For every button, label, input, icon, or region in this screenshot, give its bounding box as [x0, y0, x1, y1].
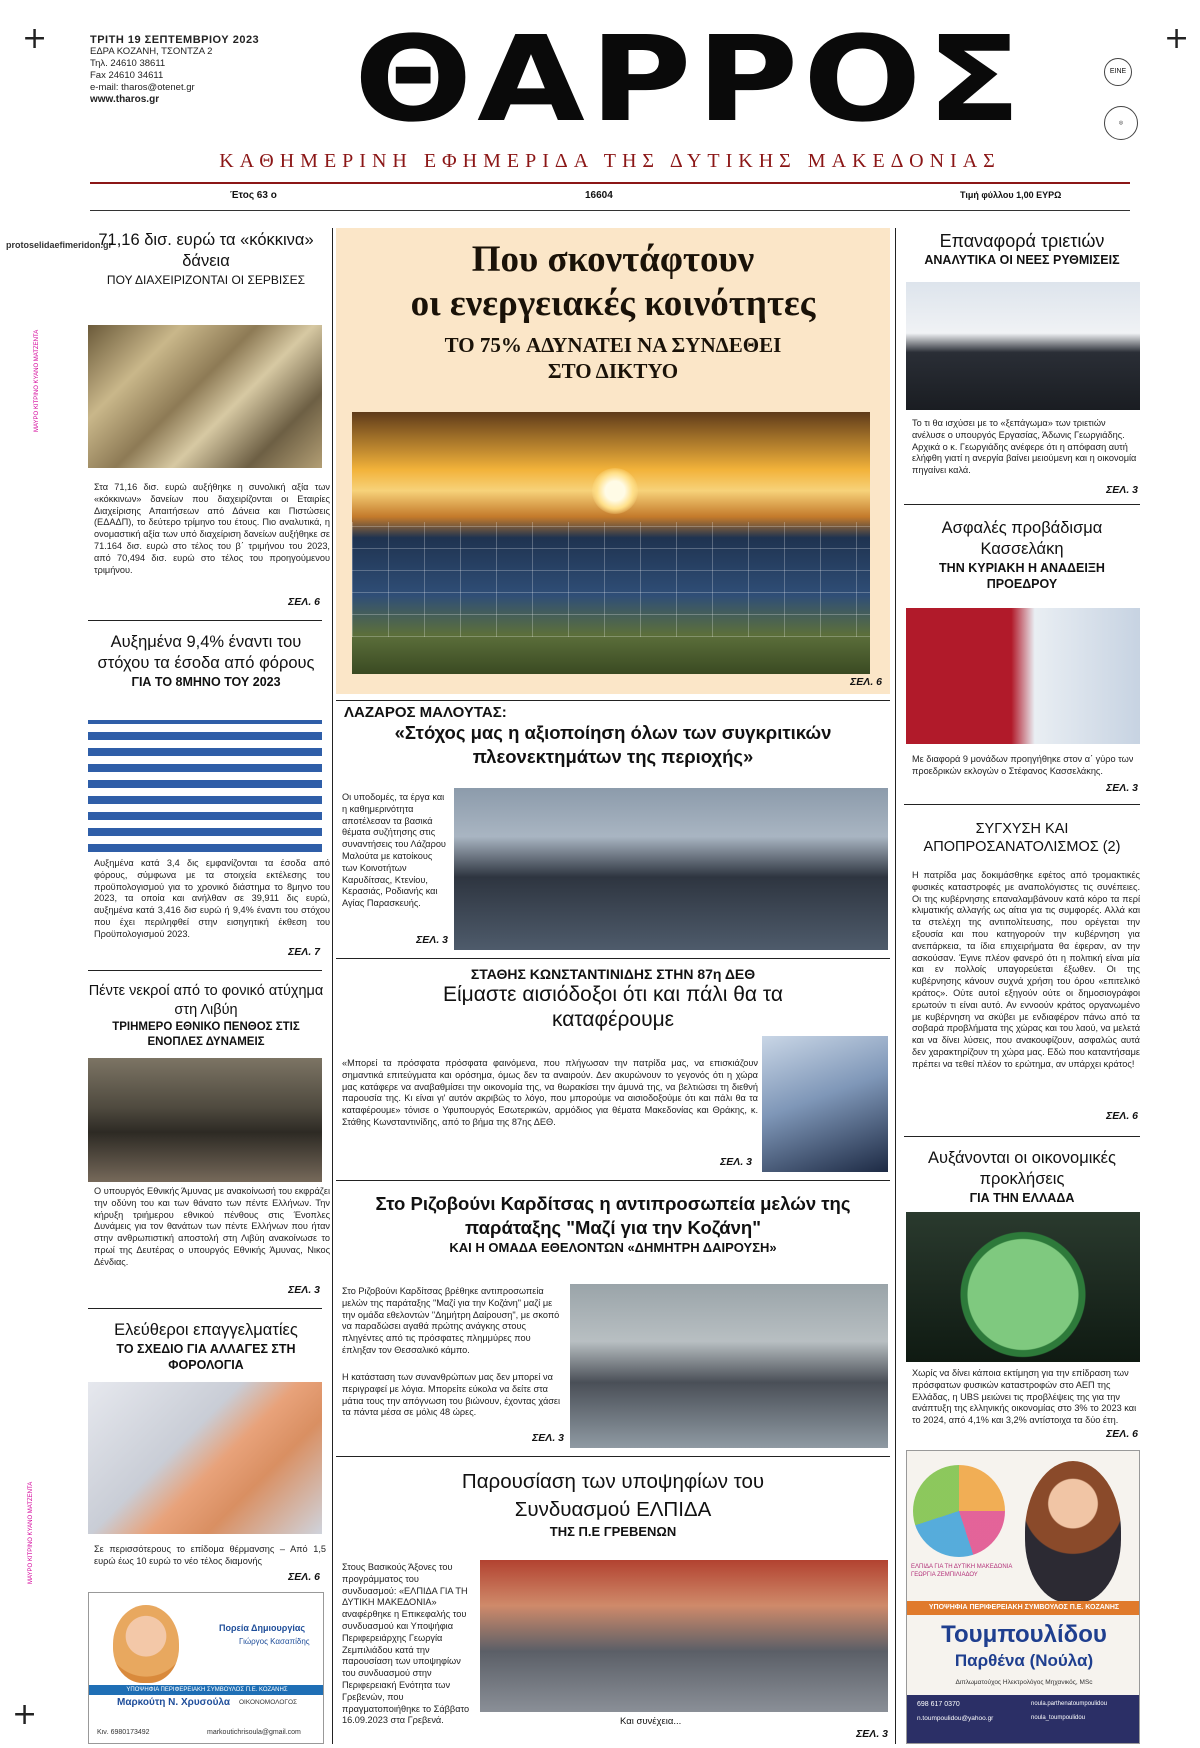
registration-mark-icon: +	[22, 21, 48, 56]
page-ref[interactable]: ΣΕΛ. 3	[1106, 782, 1138, 794]
candidates-group-photo	[480, 1560, 888, 1712]
phone: Τηλ. 24610 38611	[90, 58, 166, 69]
email: e-mail: tharos@otenet.gr	[90, 82, 195, 93]
lead-story[interactable]	[336, 228, 890, 694]
speaker-podium-photo	[762, 1036, 888, 1172]
page-ref[interactable]: ΣΕΛ. 3	[288, 1284, 320, 1296]
money-globe-photo	[906, 1212, 1140, 1362]
article-divider	[88, 970, 322, 971]
website-link[interactable]: www.tharos.gr	[90, 94, 160, 105]
page-ref[interactable]: ΣΕΛ. 6	[288, 596, 320, 608]
lead-headline-1: Που σκοντάφτουν	[471, 239, 755, 280]
continue-text: Και συνέχεια...	[620, 1716, 682, 1727]
headline: Παρουσίαση των υποψηφίων του Συνδυασμού ΕΛΠΙΔΑ	[461, 1470, 765, 1521]
article-divider	[336, 958, 890, 959]
article-triennia[interactable]	[904, 230, 1140, 268]
candidate-photo	[113, 1605, 179, 1683]
page-ref[interactable]: ΣΕΛ. 3	[720, 1156, 752, 1168]
subheadline: ΓΙΑ ΤΗΝ ΕΛΛΑΔΑ	[969, 1191, 1075, 1205]
page-ref[interactable]: ΣΕΛ. 6	[1106, 1110, 1138, 1122]
page-ref[interactable]: ΣΕΛ. 6	[850, 676, 882, 688]
ad-phone: Κιν. 6980173492	[97, 1729, 150, 1736]
article-libya-accident[interactable]	[88, 982, 324, 1050]
ad-email: markoutichrisoula@gmail.com	[207, 1729, 301, 1736]
politicians-photo	[906, 608, 1140, 744]
article-divider	[336, 1180, 890, 1181]
subheadline: ΓΙΑ ΤΟ 8ΜΗΝΟ ΤΟΥ 2023	[131, 675, 281, 689]
candidate-photo	[1025, 1461, 1121, 1603]
article-body: Οι υποδομές, τα έργα και η καθημερινότητα αποτέλεσαν τα βασικά θέματα συζήτησης στις συναντήσεις του Λάζαρου Μαλούτα με κατοίκους των Κοινοτήτων Καρυδίτσας, Κτενίου, Κερασιάς, Ροδιανής και Αγίας Παρασκευής.	[342, 792, 446, 909]
kicker: ΛΑΖΑΡΟΣ ΜΑΛΟΥΤΑΣ:	[344, 704, 507, 721]
article-freelancers[interactable]	[88, 1320, 324, 1373]
headline: Αυξημένα 9,4% έναντι του στόχου τα έσοδα από φόρους	[97, 633, 315, 672]
solar-panels-sunset-photo	[352, 412, 870, 674]
tax-documents-photo	[88, 1382, 322, 1534]
ad-toumpoulidou[interactable]	[906, 1450, 1140, 1744]
registration-mark-icon: +	[12, 1697, 38, 1732]
article-divider	[904, 1136, 1140, 1137]
subheadline: ΑΝΑΛΥΤΙΚΑ ΟΙ ΝΕΕΣ ΡΥΘΜΙΣΕΙΣ	[924, 253, 1120, 267]
article-tax-revenue[interactable]	[88, 632, 324, 690]
ad-logo-text: ΕΛΠΙΔΑ ΓΙΑ ΤΗ ΔΥΤΙΚΗ ΜΑΚΕΔΟΝΙΑ ΓΕΩΡΓΙΑ ΖΕΜΠΙΛΙΑΔΟΥ	[911, 1564, 1013, 1578]
article-body: Το τι θα ισχύσει με το «ξεπάγωμα» των τριετιών ανέλυσε ο υπουργός Εργασίας, Άδωνις Γεωργιάδης. Αρχικά ο κ. Γεωργιάδης ανέφερε ότι η απόφαση αυτή ελήφθη γιατί η ανεργία βαίνει μειούμενη και η οικονομία πηγαίνει καλά.	[912, 418, 1137, 476]
business-meeting-photo	[906, 282, 1140, 410]
headline: Επαναφορά τριετιών	[939, 231, 1105, 251]
article-economic-challenges[interactable]	[904, 1148, 1140, 1206]
subheadline: ΤΗΣ Π.Ε ΓΡΕΒΕΝΩΝ	[549, 1524, 677, 1539]
greek-flag-money-photo	[88, 720, 322, 852]
subheadline: ΤΗΝ ΚΥΡΙΑΚΗ Η ΑΝΑΔΕΙΞΗ ΠΡΟΕΔΡΟΥ	[939, 561, 1105, 591]
sun-icon	[592, 468, 638, 514]
page-ref[interactable]: ΣΕΛ. 3	[416, 934, 448, 946]
page-ref[interactable]: ΣΕΛ. 3	[856, 1728, 888, 1740]
ad-role: ΥΠΟΨΗΦΙΑ ΠΕΡΙΦΕΡΕΙΑΚΗ ΣΥΜΒΟΥΛΟΣ Π.Ε. ΚΟΖΑΝΗΣ	[89, 1685, 324, 1695]
ad-leader: Γιώργος Κασαπίδης	[239, 1637, 310, 1646]
headline: ΣΥΓΧΥΣΗ ΚΑΙ ΑΠΟΠΡΟΣΑΝΑΤΟΛΙΣΜΟΣ (2)	[923, 821, 1121, 855]
ad-slogan: Πορεία Δημιουργίας	[219, 1623, 306, 1633]
soldier-boots-photo	[88, 1058, 322, 1182]
article-body: Σε περισσότερους το επίδομα θέρμανσης – Από 1,5 ευρώ έως 10 ευρώ το νέο τέλος διαμονής	[94, 1544, 326, 1566]
headline: Αυξάνονται οι οικονομικές προκλήσεις	[928, 1149, 1116, 1188]
article-red-loans[interactable]	[88, 230, 324, 288]
header-divider	[90, 182, 1130, 184]
headline: Ασφαλές προβάδισμα Κασσελάκη	[941, 519, 1103, 558]
lead-subheadline-2: ΣΤΟ ΔΙΚΤΥΟ	[547, 359, 679, 383]
article-body: Η πατρίδα μας δοκιμάσθηκε εφέτος από τρομακτικές φυσικές καταστροφές με αναπολόγιστες τις συνέπειες. Οι της κυβέρνησης επαναλαμβάνουν κατά κόρο τα περί κλιματικής αλλαγής ως αίτια για τις συμφορές. Αλλά και τα στελέχη της αντιπολίτευσης, που ορέγεται την εξουσία και που κατηγορούν την κυβέρνηση για ανεπάρκεια, τα ίδια επιχειρήματα θα έφεραν, αν την ασκούσαν. Έγινε πλέον φανερό ότι η πολιτική είναι μία και εν πολλοίς υπαγορεύεται έξωθεν. Οι της κυβέρνησης κάνουν συχνά χρήση του όρου «επιτελικό κράτος». Ούτε αυτοί εξηγούν ούτε οι δημοσιογράφοι ερωτούν τι είναι αυτό. Αν εννοούν κράτος οργανωμένο με κυβέρνηση να σκύβει με ενδιαφέρον πάνω από τα σοβαρά προβλήματα της χώρας και του λαού, να μελετά και να δίνει λύσεις, που ανακουφίζουν, ασφαλώς αυτά δεν χαρακτηρίζουν τη χώρα μας. Εδώ που καταντήσαμε πρέπει να τεθεί πλέον το ερώτημα, αν υπάρχει κράτος!	[912, 870, 1141, 1069]
article-divider	[904, 504, 1140, 505]
ad-phone: 698 617 0370	[917, 1701, 960, 1708]
article-body: Ο υπουργός Εθνικής Άμυνας με ανακοίνωσή του εκφράζει την οδύνη του και των θάνατο των πέντε Ελλήνων. Την κήρυξη τριήμερου εθνικού πένθους στις Ένοπλες Δυνάμεις για τον θανάτων των πέντε Ελλήνων που ήταν στην ανθρωπιστική αποστολή στη Λιβύη ανακοίνωσε το πρωί της Δευτέρας ο υπουργός Εθνικής Άμυνας, Νικος Δένδιας.	[94, 1186, 330, 1267]
article-divider	[336, 700, 890, 701]
solar-panel-grid	[352, 522, 870, 637]
headline: Είμαστε αισιόδοξοι ότι και πάλι θα τα καταφέρουμε	[442, 983, 784, 1031]
page-ref[interactable]: ΣΕΛ. 3	[1106, 484, 1138, 496]
fax: Fax 24610 34611	[90, 70, 164, 81]
page-ref[interactable]: ΣΕΛ. 7	[288, 946, 320, 958]
year-label: Έτος 63 ο	[230, 190, 277, 201]
headline: Πέντε νεκροί από το φονικό ατύχημα στη Λιβύη	[88, 983, 324, 1018]
page-ref[interactable]: ΣΕΛ. 6	[1106, 1428, 1138, 1440]
seal-icon: ◎	[1104, 106, 1138, 140]
paper-subtitle: ΚΑΘΗΜΕΡΙΝΗ ΕΦΗΜΕΡΙΔΑ ΤΗΣ ΔΥΤΙΚΗΣ ΜΑΚΕΔΟΝΙΑΣ	[219, 150, 1001, 172]
color-bar-label: ΜΑΥΡΟ ΚΙΤΡΙΝΟ ΚΥΑΝΟ ΜΑΤΖΕΝΤΑ	[34, 329, 40, 432]
article-divider	[88, 620, 322, 621]
kicker: ΣΤΑΘΗΣ ΚΩΝΣΤΑΝΤΙΝΙΔΗΣ ΣΤΗΝ 87η ΔΕΘ	[470, 966, 756, 982]
headline: Στο Ριζοβούνι Καρδίτσας η αντιπροσωπεία μελών της παράταξης "Μαζί για την Κοζάνη"	[375, 1193, 851, 1238]
article-konstantinidis[interactable]	[336, 966, 890, 1032]
page-ref[interactable]: ΣΕΛ. 6	[288, 1571, 320, 1583]
subheadline: ΚΑΙ Η ΟΜΑΔΑ ΕΘΕΛΟΝΤΩΝ «ΔΗΜΗΤΡΗ ΔΑΙΡΟΥΣΗ»	[449, 1240, 777, 1255]
ad-role: ΥΠΟΨΗΦΙΑ ΠΕΡΙΦΕΡΕΙΑΚΗ ΣΥΜΒΟΥΛΟΣ Π.Ε. ΚΟΖΑΝΗΣ	[907, 1601, 1140, 1615]
color-bar-label: ΜΑΥΡΟ ΚΙΤΡΙΝΟ ΚΥΑΝΟ ΜΑΤΖΕΝΤΑ	[28, 1481, 34, 1584]
article-rizovouni[interactable]	[336, 1192, 890, 1256]
article-kasselakis[interactable]	[904, 518, 1140, 592]
ad-facebook: noula.parthenatoumpoulidou	[1031, 1701, 1108, 1707]
registration-mark-icon: +	[1164, 21, 1190, 56]
article-confusion[interactable]	[904, 820, 1140, 856]
watermark: protoselidaefimeridon.gr	[6, 240, 113, 250]
stamp-icon: ΕΙΝΕ	[1104, 58, 1132, 86]
article-body: Αυξημένα κατά 3,4 δις εμφανίζονται τα έσοδα από φόρους, σύμφωνα με τα στοιχεία εκτέλεσης του προϋπολογισμού για το χρονικό διάστημα το 8μηνο του 2023, τα οποία και ανήλθαν σε 39,911 δις ευρώ, αυξημένα κατά 3,416 δισ ευρώ ή 9,4% έναντι του στόχου που έχει περιληφθεί στην εισηγητική έκθεση του Προϋπολογισμού 2023.	[94, 858, 330, 939]
headline: «Στόχος μας η αξιοποίηση όλων των συγκριτικών πλεονεκτημάτων της περιοχής»	[394, 722, 832, 767]
ad-name: Μαρκούτη Ν. Χρυσούλα	[117, 1697, 230, 1708]
elpida-logo-icon	[913, 1465, 1005, 1557]
ad-email: n.toumpoulidou@yahoo.gr	[917, 1715, 994, 1722]
headline: 71,16 δισ. ευρώ τα «κόκκινα» δάνεια	[98, 231, 314, 270]
address: ΕΔΡΑ ΚΟΖΑΝΗ, ΤΣΟΝΤΖΑ 2	[90, 46, 213, 57]
group-photo-maloutas	[454, 788, 888, 950]
ad-job: ΟΙΚΟΝΟΜΟΛΟΓΟΣ	[239, 1699, 298, 1706]
lead-subheadline-1: ΤΟ 75% ΑΔΥΝΑΤΕΙ ΝΑ ΣΥΝΔΕΘΕΙ	[444, 333, 782, 357]
article-body: «Μπορεί τα πρόσφατα πρόσφατα φαινόμενα, που πλήγωσαν την πατρίδα μας, να επισκιάζουν σημαντικά επιτεύγματα και ορόσημα, όμως δεν τα αναιρούν. Δεν ακυρώνουν το γεγονός ότι η χώρα μας κατάφερε να αναβαθμίσει την οικονομία της, να θωρακίσει την άμυνά της, να βελτιώσει τη διεθνή παρουσία της. Κι είναι γι' αυτόν ακριβώς το λόγο, που μπορούμε να αισιοδοξούμε ότι και πάλι θα τα καταφέρουμε» τόνισε ο Υφυπουργός Εσωτερικών, αρμόδιος για θέματα Μακεδονίας και Θράκης, κ. Στάθης Κωνσταντινίδης, από το βήμα της 87ης ΔΕΘ.	[342, 1058, 758, 1127]
headline: Ελεύθεροι επαγγελματίες	[114, 1321, 298, 1339]
column-divider	[895, 228, 896, 1744]
subheadline: ΠΟΥ ΔΙΑΧΕΙΡΙΖΟΝΤΑΙ ΟΙ ΣΕΡΒΙΣΕΣ	[106, 273, 306, 287]
subheadline: ΤΟ ΣΧΕΔΙΟ ΓΙΑ ΑΛΛΑΓΕΣ ΣΤΗ ΦΟΡΟΛΟΓΙΑ	[116, 1342, 296, 1372]
article-body: Χωρίς να δίνει κάποια εκτίμηση για την επίδραση των πρόσφατων φυσικών καταστροφών στο ΑΕΠ της Ελλάδας, η UBS μειώνει τις προβλέψεις της για την ανάπτυξη της ελληνικής οικονομίας στο 3% το 2023 και το 2024, από 4,1% και 3,2% αντίστοιχα τα δύο έτη.	[912, 1368, 1137, 1426]
article-body: Στους Βασικούς Άξονες του προγράμματος του συνδυασμού: «ΕΛΠΙΔΑ ΓΙΑ ΤΗ ΔΥΤΙΚΗ ΜΑΚΕΔΟΝΙΑ» αναφέρθηκε η Επικεφαλής του συνδυασμού και Υποψήφια Περιφερειάρχης Γεωργία Ζεμπιλιάδου κατά την παρουσίαση των υποψηφίων του συνδυασμού στην Περιφερειακή Ενότητα των Γρεβενών, που πραγματοποιήθηκε το Σάββατο 16.09.2023 στα Γρεβενά.	[342, 1562, 470, 1726]
column-divider	[332, 228, 333, 1744]
issue-number: 16604	[585, 190, 613, 201]
article-body: Στα 71,16 δισ. ευρώ αυξήθηκε η συνολική αξία των «κόκκινων» δανείων που διαχειρίζονται οι Εταιρίες Διαχείρισης Απαιτήσεων από Δάνεια και Πιστώσεις (ΕΔΑΔΠ), το δεύτερο τρίμηνο του έτους. Πιο αναλυτικά, η ονομαστική αξία των υπό διαχείριση δανείων αυξήθηκε σε 71.164 δισ. ευρώ στο τέλος του β΄ τριμήνου του 2023, από 70,494 δισ. ευρώ στο τέλος του προηγούμενου τριμήνου.	[94, 482, 330, 575]
euro-banknotes-photo	[88, 325, 322, 468]
ad-first-name: Παρθένα (Νούλα)	[954, 1651, 1094, 1670]
ad-markouti[interactable]	[88, 1592, 324, 1744]
volunteers-group-photo	[570, 1284, 888, 1448]
ad-instagram: noula_toumpoulidou	[1031, 1715, 1086, 1721]
masthead-logo: ΘΑΡΡΟΣ	[353, 10, 1027, 148]
article-divider	[336, 1456, 890, 1457]
article-elpida[interactable]	[336, 1468, 890, 1540]
article-divider	[88, 1308, 322, 1309]
ad-job: Διπλωματούχος Ηλεκτρολόγος Μηχανικός, MSc	[955, 1679, 1093, 1686]
meta-divider	[90, 210, 1130, 211]
article-body: Η κατάσταση των συνανθρώπων μας δεν μπορεί να περιγραφεί με λόγια. Μπορείτε εύκολα να δείτε στα μάτια τους την απόγνωση του βιώνουν, έχοντας χάσει τα πάντα μέσα σε μόλις 48 ώρες.	[342, 1372, 561, 1418]
ad-surname: Τουμπουλίδου	[941, 1621, 1107, 1648]
article-maloutas[interactable]	[336, 704, 890, 769]
page-ref[interactable]: ΣΕΛ. 3	[532, 1432, 564, 1444]
issue-date: ΤΡΙΤΗ 19 ΣΕΠΤΕΜΒΡΙΟΥ 2023	[90, 34, 260, 46]
article-body: Στο Ριζοβούνι Καρδίτσας βρέθηκε αντιπροσωπεία μελών της παράταξης "Μαζί για την Κοζάνη" μαζί με την ομάδα εθελοντών "Δημήτρη Δαίρουση", με σκοπό να παραδώσει αγαθά πρώτης ανάγκης στους πληγέντες από τις πρόσφατες πλημμύρες που έπληξαν τον Θεσσαλικό κάμπο.	[342, 1286, 560, 1355]
lead-headline-2: οι ενεργειακές κοινότητες	[410, 283, 816, 324]
article-body: Με διαφορά 9 μονάδων προηγήθηκε στον α΄ γύρο των προεδρικών εκλογών ο Στέφανος Κασσελάκης.	[912, 754, 1134, 776]
subheadline: ΤΡΙΗΜΕΡΟ ΕΘΝΙΚΟ ΠΕΝΘΟΣ ΣΤΙΣ ΕΝΟΠΛΕΣ ΔΥΝΑΜΕΙΣ	[112, 1021, 300, 1048]
price-label: Τιμή φύλλου 1,00 ΕΥΡΩ	[960, 190, 1062, 200]
article-divider	[904, 804, 1140, 805]
